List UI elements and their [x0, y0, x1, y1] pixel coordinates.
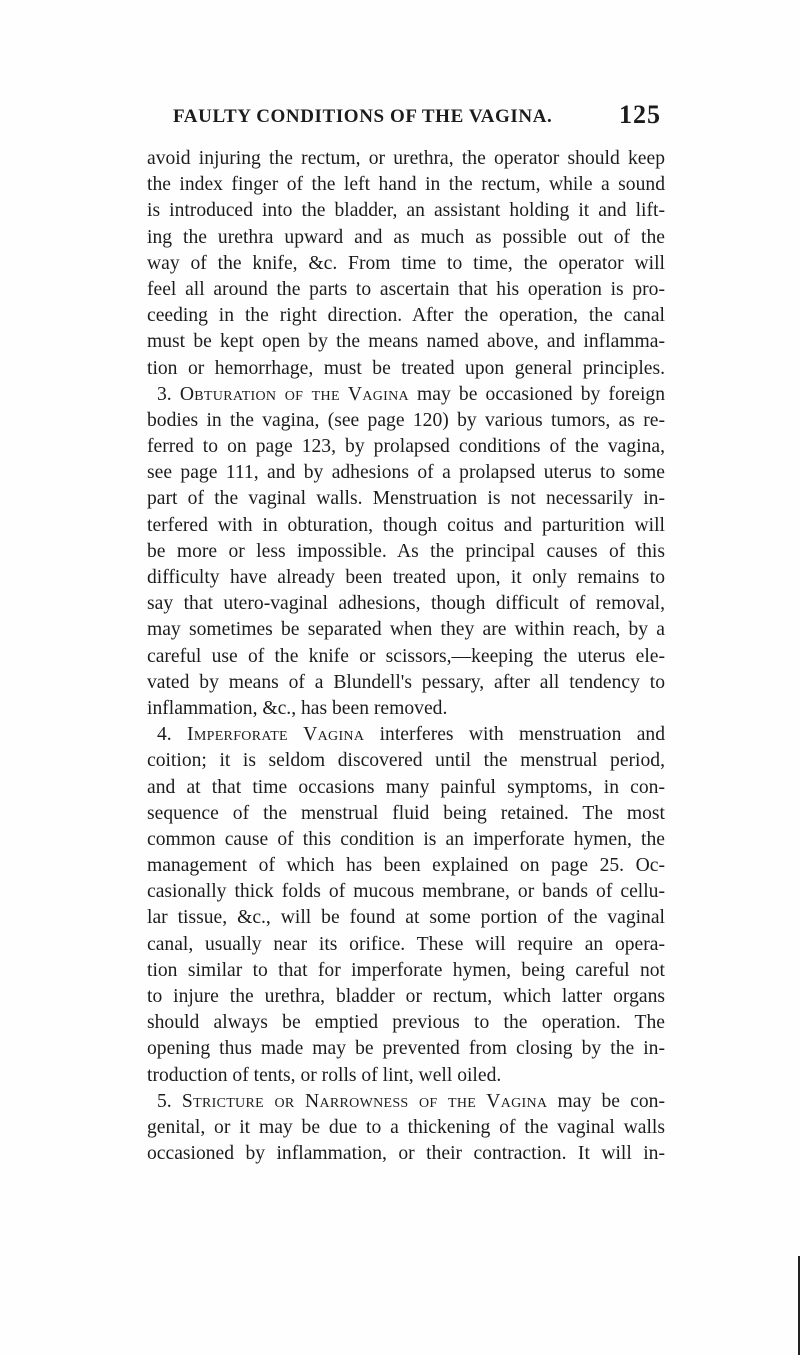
section-heading: Stricture or Narrowness of the Vagina — [181, 1090, 548, 1112]
text-line: to injure the urethra, bladder or rectum, which latter organs — [147, 986, 665, 1007]
paragraph-continuation — [147, 146, 665, 382]
running-head: FAULTY CONDITIONS OF THE VAGINA. — [173, 106, 553, 127]
paragraph-stricture — [147, 1089, 665, 1168]
text-line: terfered with in obturation, though coitus and parturition will — [147, 514, 665, 536]
section-heading: Obturation of the Vagina — [179, 383, 409, 405]
text-line: canal, usually near its orifice. These will require an opera- — [147, 933, 665, 955]
paragraph-obturation — [147, 382, 665, 722]
text-line: ing the urethra upward and as much as possible out of the — [147, 226, 665, 248]
text-line: lar tissue, &c., will be found at some portion of the vaginal — [147, 907, 665, 929]
text-line: troduction of tents, or rolls of lint, well oiled. — [147, 1064, 502, 1086]
paragraph-first-line — [147, 722, 665, 748]
text-run: interferes with menstruation and — [364, 724, 665, 746]
text-line: should always be emptied previous to the operation. The — [147, 1012, 665, 1034]
text-line: ceeding in the right direction. After the operation, the canal — [147, 305, 665, 327]
page-number: 125 — [619, 100, 661, 129]
text-line: the index finger of the left hand in the rectum, while a sound — [147, 174, 665, 196]
text-line: common cause of this condition is an imperforate hymen, the — [147, 828, 665, 850]
text-line: casionally thick folds of mucous membrane, or bands of cellu- — [147, 881, 665, 903]
text-line: coition; it is seldom discovered until the menstrual period, — [147, 750, 665, 772]
text-line: inflammation, &c., has been removed. — [147, 697, 448, 719]
paragraph-first-line — [147, 382, 665, 408]
text-line: part of the vaginal walls. Menstruation is not necessarily in- — [147, 488, 665, 510]
text-run: may be occasioned by foreign — [408, 383, 666, 405]
paragraph-first-line — [147, 1089, 665, 1115]
paragraph-imperforate — [147, 722, 665, 1089]
text-line: bodies in the vagina, (see page 120) by various tumors, as re- — [147, 409, 665, 431]
text-line: management of which has been explained on page 25. Oc- — [147, 855, 665, 877]
text-line: say that utero-vaginal adhesions, though difficult of removal, — [147, 593, 665, 615]
text-line: opening thus made may be prevented from closing by the in- — [147, 1038, 665, 1060]
text-line: must be kept open by the means named above, and inflamma- — [147, 331, 665, 353]
section-heading: Imperforate Vagina — [187, 724, 365, 746]
section-number: 5. — [157, 1090, 172, 1112]
text-line: may sometimes be separated when they are within reach, by a — [147, 619, 665, 641]
section-number: 4. — [157, 724, 172, 746]
text-run: may be con- — [547, 1090, 665, 1112]
text-line: ferred to on page 123, by prolapsed conditions of the vagina, — [147, 436, 665, 458]
text-line: sequence of the menstrual fluid being retained. The most — [147, 802, 665, 824]
section-number: 3. — [157, 383, 172, 405]
text-line: feel all around the parts to ascertain that his operation is pro- — [147, 278, 665, 300]
text-line: difficulty have already been treated upon, it only remains to — [147, 567, 665, 588]
text-line: is introduced into the bladder, an assistant holding it and lift- — [147, 200, 665, 222]
body-text — [147, 146, 665, 1167]
text-line: tion similar to that for imperforate hymen, being careful not — [147, 959, 665, 981]
text-line: genital, or it may be due to a thickening of the vaginal walls — [147, 1116, 665, 1138]
text-line: vated by means of a Blundell's pessary, after all tendency to — [147, 671, 665, 693]
text-line: way of the knife, &c. From time to time, the operator will — [147, 252, 665, 274]
text-line: see page 111, and by adhesions of a prolapsed uterus to some — [147, 462, 665, 484]
text-line: careful use of the knife or scissors,—keeping the uterus ele- — [147, 645, 665, 667]
text-line: avoid injuring the rectum, or urethra, the operator should keep — [147, 148, 665, 169]
text-line: occasioned by inflammation, or their contraction. It will in- — [147, 1143, 665, 1165]
text-line: tion or hemorrhage, must be treated upon general principles. — [147, 357, 665, 379]
text-line: and at that time occasions many painful symptoms, in con- — [147, 776, 665, 798]
page-header — [143, 100, 663, 140]
text-line: be more or less impossible. As the principal causes of this — [147, 540, 665, 562]
